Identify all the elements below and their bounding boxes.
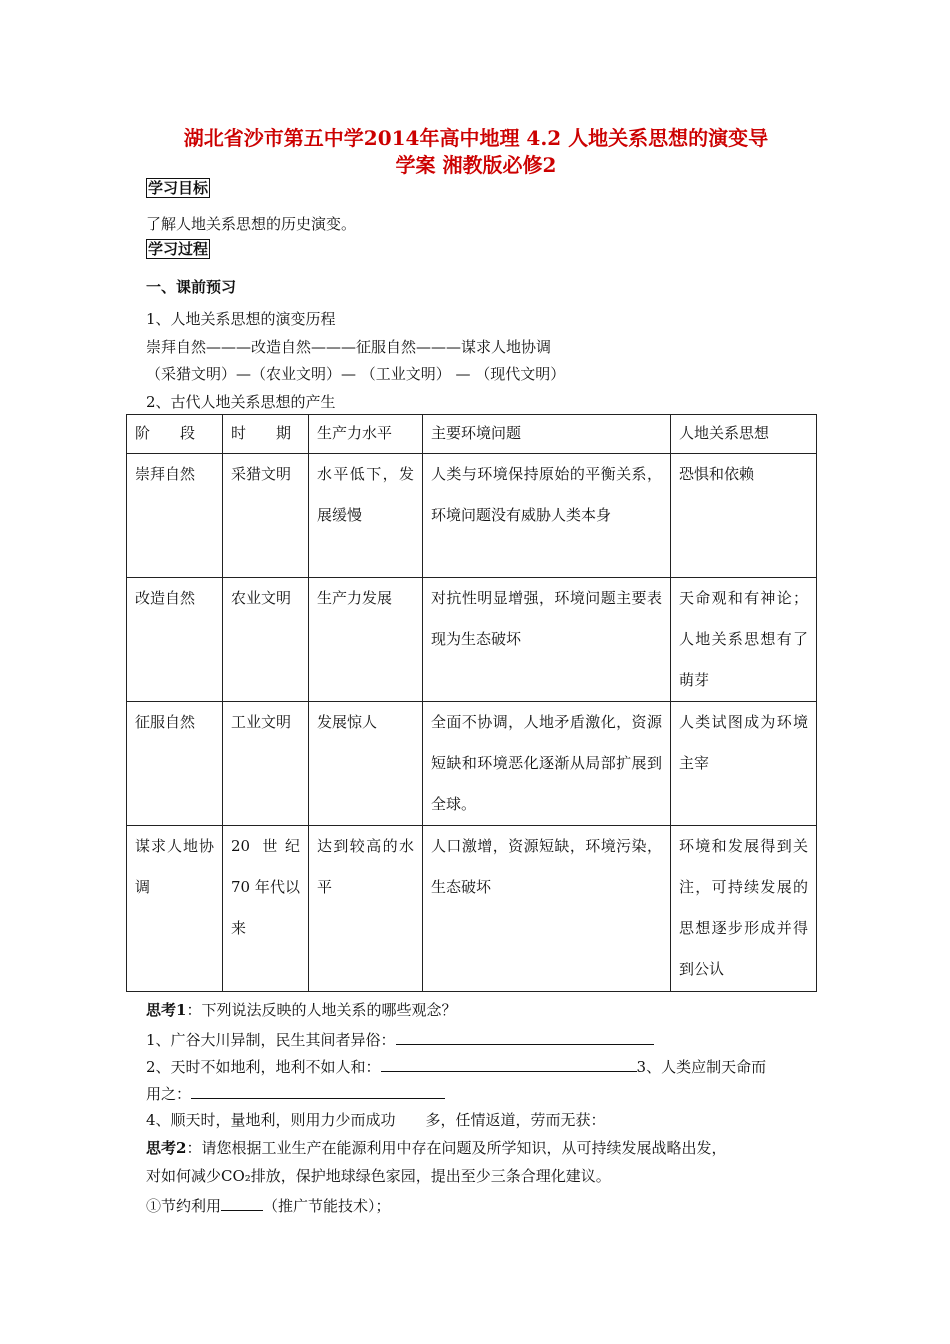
- table-cell: 20 世纪 70 年代以来: [223, 826, 309, 992]
- answer-1-end: （推广节能技术）；: [263, 1197, 391, 1215]
- question-4: 4、顺天时，量地利，则用力少而成功 多，任情返道，劳而无获：: [146, 1111, 606, 1129]
- thought-evolution-table: [126, 414, 817, 992]
- answer-1-row: [146, 1194, 391, 1216]
- header-cell: 主要环境问题: [423, 415, 671, 454]
- table-cell: 征服自然: [127, 702, 223, 826]
- item1-heading: 1、人地关系思想的演变历程: [146, 310, 336, 328]
- think2-line2: 对如何减少CO₂排放，保护地球绿色家园，提出至少三条合理化建议。: [146, 1167, 611, 1185]
- think2-row: [146, 1138, 726, 1158]
- table-cell: 改造自然: [127, 578, 223, 702]
- table-cell: 发展惊人: [309, 702, 423, 826]
- question-1-row: [146, 1028, 654, 1050]
- answer-blank-2: [381, 1055, 637, 1072]
- table-header-row: [127, 415, 817, 454]
- table-cell: 水平低下，发展缓慢: [309, 454, 423, 578]
- answer-blank-3: [191, 1082, 445, 1099]
- table-cell: 全面不协调，人地矛盾激化，资源短缺和环境恶化逐渐从局部扩展到全球。: [423, 702, 671, 826]
- civilization-line: （采猎文明）—（农业文明）— （工业文明） — （现代文明）: [146, 365, 566, 383]
- table-row: [127, 826, 817, 992]
- question-3-row: [146, 1082, 445, 1104]
- section-goal-row: [146, 178, 210, 198]
- section-goal-heading: 学习目标: [148, 179, 209, 197]
- goal-text: 了解人地关系思想的历史演变。: [146, 215, 357, 233]
- header-cell: 时 期: [223, 415, 309, 454]
- think1-label: 思考1: [146, 1001, 187, 1019]
- table-row: [127, 702, 817, 826]
- answer-blank-4: [221, 1194, 263, 1211]
- table-cell: 达到较高的水平: [309, 826, 423, 992]
- table-cell: 工业文明: [223, 702, 309, 826]
- header-cell: 生产力水平: [309, 415, 423, 454]
- think2-label: 思考2: [146, 1139, 187, 1157]
- evolution-line: 崇拜自然———改造自然———征服自然———谋求人地协调: [146, 338, 552, 356]
- table-row: [127, 454, 817, 578]
- section-process-row: [146, 239, 210, 259]
- table-cell: 人类试图成为环境主宰: [671, 702, 817, 826]
- table-cell: 采猎文明: [223, 454, 309, 578]
- question-1: 1、广谷大川异制，民生其间者异俗：: [146, 1031, 396, 1049]
- section-process-heading: 学习过程: [148, 240, 209, 258]
- table-cell: 环境和发展得到关注，可持续发展的思想逐步形成并得到公认: [671, 826, 817, 992]
- table-cell: 对抗性明显增强，环境问题主要表现为生态破坏: [423, 578, 671, 702]
- table-cell: 生产力发展: [309, 578, 423, 702]
- question-3-end: 用之：: [146, 1085, 192, 1103]
- table-cell: 谋求人地协调: [127, 826, 223, 992]
- table-cell: 人类与环境保持原始的平衡关系，环境问题没有威胁人类本身: [423, 454, 671, 578]
- answer-1-start: ①节约利用: [146, 1197, 222, 1215]
- preview-heading: 一、课前预习: [146, 278, 237, 296]
- think2-text: ：请您根据工业生产在能源利用中存在问题及所学知识，从可持续发展战略出发，: [186, 1139, 727, 1157]
- table-cell: 农业文明: [223, 578, 309, 702]
- header-cell: 阶 段: [127, 415, 223, 454]
- table-cell: 崇拜自然: [127, 454, 223, 578]
- document-title-line2: 学案 湘教版必修2: [395, 153, 557, 177]
- answer-blank-1: [396, 1028, 654, 1045]
- question-3-start: 3、人类应制天命而: [636, 1058, 767, 1076]
- item2-heading: 2、古代人地关系思想的产生: [146, 393, 336, 411]
- think1-text: ：下列说法反映的人地关系的哪些观念？: [186, 1001, 457, 1019]
- question-2: 2、天时不如地利，地利不如人和：: [146, 1058, 381, 1076]
- document-title-line1: 湖北省沙市第五中学2014年高中地理 4.2 人地关系思想的演变导: [183, 126, 769, 150]
- header-cell: 人地关系思想: [671, 415, 817, 454]
- question-2-row: [146, 1055, 766, 1077]
- table-cell: 恐惧和依赖: [671, 454, 817, 578]
- table-cell: 天命观和有神论；人地关系思想有了萌芽: [671, 578, 817, 702]
- table-row: [127, 578, 817, 702]
- table-cell: 人口激增，资源短缺，环境污染，生态破坏: [423, 826, 671, 992]
- think1-row: [146, 1000, 456, 1020]
